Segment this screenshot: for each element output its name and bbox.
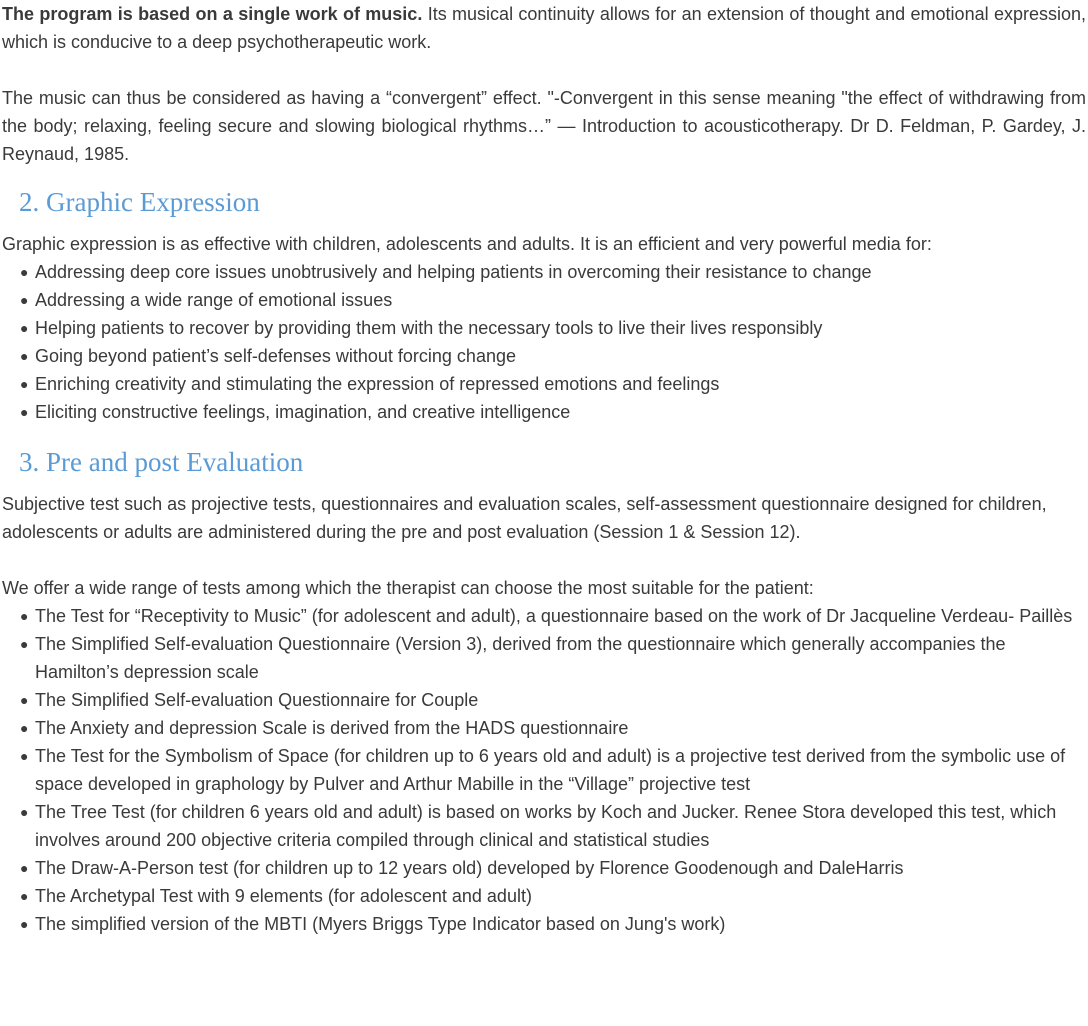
intro-paragraph-1 [2, 0, 1086, 56]
bullet-icon: ● [20, 748, 29, 764]
list-item-text: Helping patients to recover by providing them with the necessary tools to live their lives responsibly [35, 318, 823, 338]
bullet-icon: ● [20, 264, 29, 280]
bullet-icon: ● [20, 348, 29, 364]
list-item-text: The Tree Test (for children 6 years old and adult) is based on works by Koch and Jucker. Renee Stora developed this test, which involves around 200 objective criteria compiled through clinical and statistical studies [35, 802, 1057, 850]
paragraph-spacer [2, 56, 1086, 84]
list-item [20, 742, 1086, 798]
list-item [20, 798, 1086, 854]
list-item-text: The Simplified Self-evaluation Questionnaire for Couple [35, 690, 479, 710]
list-item [20, 370, 1086, 398]
bullet-icon: ● [20, 292, 29, 308]
list-item-text: Addressing deep core issues unobtrusively and helping patients in overcoming their resistance to change [35, 262, 872, 282]
list-item [20, 398, 1086, 426]
list-item [20, 314, 1086, 342]
list-item-text: The Simplified Self-evaluation Questionnaire (Version 3), derived from the questionnaire which generally accompanies the Hamilton’s depression scale [35, 634, 1006, 682]
evaluation-tests-list [2, 602, 1086, 938]
bullet-icon: ● [20, 720, 29, 736]
bullet-icon: ● [20, 692, 29, 708]
list-item [20, 342, 1086, 370]
list-item-text: The simplified version of the MBTI (Myers Briggs Type Indicator based on Jung's work) [35, 914, 726, 934]
list-item-text: The Test for the Symbolism of Space (for children up to 6 years old and adult) is a projective test derived from the symbolic use of space developed in graphology by Pulver and Arthur Mabille in the “Village” projective test [35, 746, 1066, 794]
list-item-text: The Archetypal Test with 9 elements (for adolescent and adult) [35, 886, 532, 906]
list-item [20, 686, 1086, 714]
graphic-expression-list [2, 258, 1086, 426]
list-item-text: The Test for “Receptivity to Music” (for adolescent and adult), a questionnaire based on the work of Dr Jacqueline Verdeau- Paillès [35, 606, 1073, 626]
list-item [20, 910, 1086, 938]
list-item-text: The Anxiety and depression Scale is derived from the HADS questionnaire [35, 718, 629, 738]
list-item [20, 882, 1086, 910]
bullet-icon: ● [20, 916, 29, 932]
bullet-icon: ● [20, 320, 29, 336]
list-item [20, 286, 1086, 314]
intro-rest-text: Its musical continuity allows for an extension of thought and emotional expression, which is conducive to a deep psychotherapeutic work. [2, 4, 1086, 52]
bullet-icon: ● [20, 860, 29, 876]
list-item-text: Addressing a wide range of emotional issues [35, 290, 393, 310]
paragraph-spacer [2, 546, 1086, 574]
bullet-icon: ● [20, 608, 29, 624]
bullet-icon: ● [20, 804, 29, 820]
graphic-expression-heading: 2. Graphic Expression [19, 187, 260, 217]
bullet-icon: ● [20, 888, 29, 904]
bullet-icon: ● [20, 636, 29, 652]
list-item-text: The Draw-A-Person test (for children up to 12 years old) developed by Florence Goodenough and DaleHarris [35, 858, 904, 878]
evaluation-paragraph-1: Subjective test such as projective tests, questionnaires and evaluation scales, self-assessment questionnaire designed for children, adolescents or adults are administered during the pre and post evaluation (Session 1 & Session 12). [2, 494, 1047, 542]
list-item-text: Going beyond patient’s self-defenses without forcing change [35, 346, 516, 366]
intro-paragraph-2: The music can thus be considered as having a “convergent” effect. "-Convergent in this sense meaning "the effect of withdrawing from the body; relaxing, feeling secure and slowing biological rhythms…” — Introduction to acousticotherapy. Dr D. Feldman, P. Gardey, J. Reynaud, 1985. [2, 88, 1086, 164]
list-item-text: Enriching creativity and stimulating the expression of repressed emotions and feelings [35, 374, 720, 394]
list-item-text: Eliciting constructive feelings, imagination, and creative intelligence [35, 402, 571, 422]
bullet-icon: ● [20, 376, 29, 392]
list-item [20, 714, 1086, 742]
list-item [20, 258, 1086, 286]
bullet-icon: ● [20, 404, 29, 420]
list-item [20, 602, 1086, 630]
list-item [20, 854, 1086, 882]
graphic-expression-intro: Graphic expression is as effective with children, adolescents and adults. It is an efficient and very powerful media for: [2, 234, 932, 254]
intro-lead-text: The program is based on a single work of music. [2, 4, 423, 24]
evaluation-paragraph-2: We offer a wide range of tests among which the therapist can choose the most suitable for the patient: [2, 578, 814, 598]
evaluation-heading: 3. Pre and post Evaluation [19, 447, 304, 477]
list-item [20, 630, 1086, 686]
